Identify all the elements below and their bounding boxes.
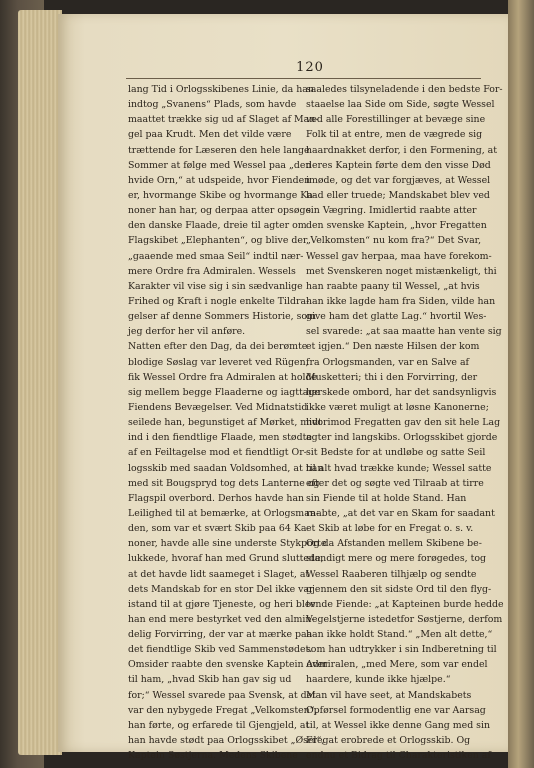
text-line: som han udtrykker i sin Indberetning til	[306, 644, 497, 656]
text-line: sin Fiende til at holde Stand. Han	[306, 492, 467, 504]
text-line: den, som var et svært Skib paa 64 Ka-	[128, 523, 310, 535]
text-line: jeg derfor her vil anføre.	[128, 326, 246, 338]
text-line: blodige Søslag var leveret ved Rügen,	[128, 356, 309, 368]
text-line: Flagspil overbord. Derhos havde han	[128, 492, 305, 504]
text-line: han end mere bestyrket ved den almin-	[128, 613, 315, 625]
text-line: haardnakket derfor, i den Formening, at	[306, 144, 498, 156]
text-line: gelser af denne Sommers Historie, som	[128, 311, 316, 323]
text-line: tende Fiende: „at Kapteinen burde hedde	[306, 598, 504, 610]
page-edges	[18, 10, 62, 755]
text-line: lukkede, hvoraf han med Grund sluttede,	[128, 553, 324, 565]
text-line: Leilighed til at bemærke, at Orlogsman-	[128, 507, 319, 519]
text-line: Wessel gav herpaa, maa have forekom-	[306, 250, 492, 262]
text-line: Flagskibet „Elephanten“, og blive der	[128, 235, 308, 247]
text-line: imøde, og det var forgjæves, at Wessel	[306, 174, 491, 186]
text-line: Omsider raabte den svenske Kaptein over	[128, 659, 328, 671]
text-line: gel paa Krudt. Men det vilde være	[128, 129, 292, 141]
text-line: „Velkomsten“ nu kom fra?“ Det Svar,	[306, 235, 482, 247]
text-line: fra Orlogsmanden, var en Salve af	[306, 356, 470, 368]
text-line: efter det og søgte ved Tilraab at tirre	[306, 477, 484, 489]
text-line: Kaptein Søstjerna. Medens Skibene	[128, 750, 298, 762]
text-line: lang Tid i Orlogsskibenes Linie, da han	[128, 84, 314, 95]
text-line: han førte, og erfarede til Gjengjeld, at	[128, 719, 310, 731]
text-line: ikke været muligt at løsne Kanonerne;	[306, 401, 489, 413]
text-line: han ikke lagde ham fra Siden, vilde han	[306, 295, 496, 307]
text-line: Frihed og Kraft i nogle enkelte Tildra-	[128, 295, 310, 307]
text-line: trættende for Læseren den hele lange	[128, 144, 310, 156]
text-line: Karakter vil vise sig i sin sædvanlige	[128, 280, 303, 292]
text-line: Vegelstjerne istedetfor Søstjerne, derfom	[306, 613, 503, 625]
text-line: Og da Afstanden mellem Skibene be-	[306, 538, 482, 550]
text-line: bad eller truede; Mandskabet blev ved	[306, 189, 490, 201]
text-line: „gaaende med smaa Seil“ indtil nær-	[128, 250, 304, 262]
text-line: hvorimod Fregatten gav den sit hele Lag	[306, 417, 501, 429]
text-line: noner, havde alle sine underste Stykporte	[128, 538, 327, 550]
text-line: herskede ombord, har det sandsynligvis	[306, 386, 497, 398]
text-line: agter ind langskibs. Orlogsskibet gjorde	[306, 432, 498, 444]
text-line: til alt hvad trække kunde; Wessel satte	[306, 462, 492, 474]
text-line: et igjen.“ Den næste Hilsen der kom	[306, 341, 480, 353]
text-line: fik Wessel Ordre fra Admiralen at holde	[128, 371, 318, 383]
text-line: til ham, „hvad Skib han gav sig ud	[128, 674, 292, 686]
text-line: af en Feiltagelse mod et fiendtligt Or-	[128, 447, 307, 459]
text-line: logsskib med saadan Voldsomhed, at han	[128, 462, 324, 474]
text-line: istand til at gjøre Tjeneste, og heri blev	[128, 598, 316, 610]
text-line: raabte, „at det var en Skam for saadant	[306, 507, 495, 519]
text-line: haardere, kunde ikke hjælpe.“	[306, 674, 451, 686]
text-line: ind i den fiendtlige Flaade, men stødte	[128, 432, 312, 444]
text-line: han raabte paany til Wessel, „at hvis	[306, 280, 480, 292]
text-column-right	[306, 82, 504, 763]
text-line: er, hvormange Skibe og hvormange Ka-	[128, 189, 316, 201]
text-line: den danske Flaade, dreie til agter om	[128, 220, 307, 232]
text-line: indtog „Svanens“ Plads, som havde	[128, 99, 297, 111]
text-line: Admiralen, „med Mere, som var endel	[306, 659, 488, 671]
text-line: sit Bedste for at undløbe og satte Seil	[306, 447, 486, 459]
text-line: Sommer at følge med Wessel paa „den	[128, 159, 312, 171]
text-line: Fregat erobrede et Orlogsskib. Og	[306, 735, 471, 747]
text-line: Folk til at entre, men de vægrede sig	[306, 129, 483, 141]
text-line: den svenske Kaptein, „hvor Fregatten	[306, 220, 487, 232]
page-number: 120	[296, 60, 324, 75]
text-line: sig mellem begge Flaaderne og iagttage	[128, 386, 320, 398]
text-line: for;“ Wessel svarede paa Svensk, at det	[128, 689, 316, 701]
text-line: et Skib at løbe for en Fregat o. s. v.	[306, 523, 474, 535]
text-line: til, at Wessel ikke denne Gang med sin	[306, 719, 491, 731]
text-line: Fiendens Bevægelser. Ved Midnatstid	[128, 401, 308, 413]
text-line: det fiendtlige Skib ved Sammenstødet.	[128, 644, 313, 656]
text-line: gjennem den sit sidste Ord til den flyg-	[306, 583, 492, 595]
text-line: var den nybygede Fregat „Velkomsten“,	[128, 704, 318, 716]
text-line: at det havde lidt saameget i Slaget, at	[128, 568, 310, 580]
header-rule	[126, 78, 481, 79]
text-line: seilede han, begunstiget af Mørket, midt	[128, 417, 322, 429]
text-line: han ikke holdt Stand.“ „Men alt dette,“	[306, 629, 493, 641]
text-line: Opførsel formodentlig ene var Aarsag	[306, 704, 486, 716]
text-line: staaelse laa Side om Side, søgte Wessel	[306, 99, 495, 111]
text-line: med sit Bougspryd tog dets Lanterne og	[128, 477, 320, 489]
text-line: endnu et Bidrag til Charakteristiken af	[306, 750, 491, 762]
text-line: Musketteri; thi i den Forvirring, der	[306, 371, 478, 383]
text-line: maattet trække sig ud af Slaget af Man-	[128, 114, 319, 126]
text-line: noner han har, og derpaa atter opsøge	[128, 205, 312, 217]
book-binding-right	[508, 0, 534, 768]
text-line: delig Forvirring, der var at mærke paa	[128, 629, 313, 641]
text-line: Man vil have seet, at Mandskabets	[306, 689, 472, 701]
text-line: Natten efter den Dag, da dei berømte	[128, 341, 308, 353]
text-line: deres Kaptein førte dem den visse Død	[306, 159, 491, 171]
text-line: ved alle Forestillinger at bevæge sine	[306, 114, 486, 126]
text-line: give ham det glatte Lag.“ hvortil Wes-	[306, 311, 487, 323]
text-line: saaledes tilsyneladende i den bedste For-	[306, 84, 503, 95]
text-line: dets Mandskab for en stor Del ikke var	[128, 583, 314, 595]
text-line: mere Ordre fra Admiralen. Wessels	[128, 265, 296, 277]
text-line: Wessel Raaberen tilhjælp og sendte	[306, 568, 477, 580]
text-line: han havde stødt paa Orlogsskibet „Øsel“,	[128, 735, 325, 747]
text-line: sel svarede: „at saa maatte han vente sig	[306, 326, 502, 338]
text-column-left	[128, 82, 328, 763]
text-line: met Svenskeren noget mistænkeligt, thi	[306, 265, 497, 277]
text-line: hvide Orn,“ at udspeide, hvor Fienden	[128, 174, 311, 186]
text-line: standigt mere og mere forøgedes, tog	[306, 553, 486, 565]
text-line: sin Vægring. Imidlertid raabte atter	[306, 205, 477, 217]
